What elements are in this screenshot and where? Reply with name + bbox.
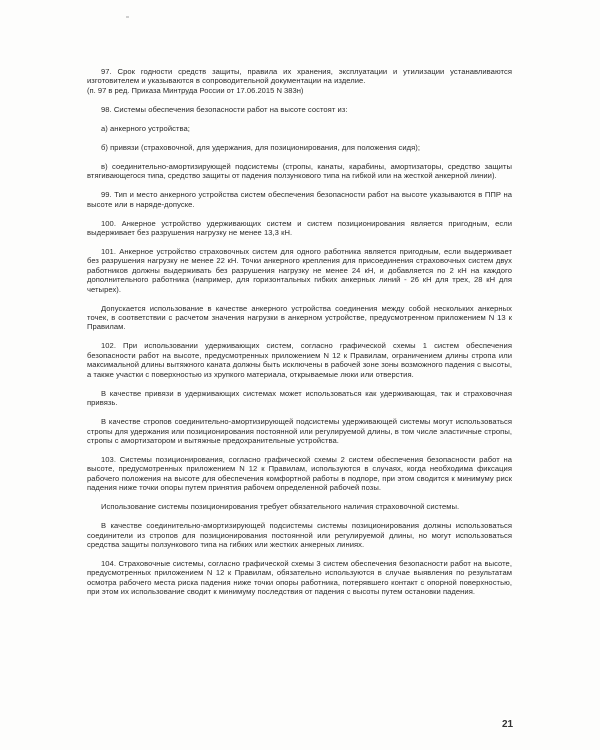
list-item-98a: а) анкерного устройства; bbox=[101, 123, 190, 133]
paragraph-102: 102. При использовании удерживающих систем, согласно графической схемы 1 систем обеспечения безопасности работ на высоте, предусмотренных приложением N 12 к Правилам, ограничением длины стропа или максимальной длины вытяжного каната должны быть исключены в рабочей зоне зоны возможного падения с высоты, а также участки с поверхностью из хрупкого материала, открываемые люки или отверстия. bbox=[87, 341, 512, 379]
paragraph-104: 104. Страховочные системы, согласно графической схемы 3 систем обеспечения безопасности работ на высоте, предусмотренных приложением N 12 к Правилам, обязательно используются в случае выявления по результатам осмотра рабочего места риска падения ниже точки опоры работника, потерявшего контакт с опорной поверхностью, при этом их использование сводит к минимуму последствия от падения с высоты путем остановки падения. bbox=[87, 558, 512, 597]
paragraph-103: 103. Системы позиционирования, согласно графической схемы 2 систем обеспечения безопасности работ на высоте, предусмотренных приложением N 12 к Правилам, используются в случаях, когда необходима фиксация рабочего положения на высоте для обеспечения комфортной работы в подпоре, при этом сводится к минимуму риск падения ниже точки опоры путем принятия рабочем определенной рабочей позы. bbox=[87, 454, 512, 493]
page-number: 21 bbox=[502, 719, 514, 730]
list-item-98b: б) привязи (страховочной, для удержания, для позиционирования, для положения сидя); bbox=[101, 142, 420, 152]
paragraph-102-harness: В качестве привязи в удерживающих системах может использоваться как удерживающая, так и страховочная привязь. bbox=[87, 388, 512, 408]
amendment-note-97: (п. 97 в ред. Приказа Минтруда России от 17.06.2015 N 383н) bbox=[87, 85, 304, 95]
scan-speck bbox=[126, 16, 129, 18]
document-body bbox=[87, 67, 512, 606]
paragraph-100: 100. Анкерное устройство удерживающих систем и систем позиционирования является пригодным, если выдерживает без разрушения нагрузку не менее 13,3 кН. bbox=[87, 218, 512, 238]
paragraph-99: 99. Тип и место анкерного устройства систем обеспечения безопасности работ на высоте указываются в ППР на высоте или в наряде-допуске. bbox=[87, 190, 512, 209]
paragraph-101: 101. Анкерное устройство страховочных систем для одного работника является пригодным, если выдерживает без разрушения нагрузку не менее 22 кН. Точки анкерного крепления для присоединения страховочных систем двух работников должны выдерживать без разрушения нагрузку не менее 24 кН, и добавляется по 2 кН на каждого дополнительного работника (например, для горизонтальных гибких анкерных линий - 26 кН для трех, 28 кН для четырех). bbox=[87, 247, 512, 294]
paragraph-102-lanyards: В качестве стропов соединительно-амортизирующей подсистемы удерживающей системы могут использоваться стропы для удержания или позиционирования постоянной или регулируемой длины, в том числе эластичные стропы, стропы с амортизатором и вытяжные предохранительные устройства. bbox=[87, 417, 512, 445]
paragraph-101-continued: Допускается использование в качестве анкерного устройства соединения между собой нескольких анкерных точек, в соответствии с расчетом значения нагрузки в анкерном устройстве, предусмотренном приложением N 13 к Правилам. bbox=[87, 303, 512, 332]
paragraph-97: 97. Срок годности средств защиты, правила их хранения, эксплуатации и утилизации устанавливаются изготовителем и указываются в сопроводительной документации на изделие. bbox=[87, 67, 512, 86]
list-item-98c: в) соединительно-амортизирующей подсистемы (стропы, канаты, карабины, амортизаторы, средство защиты втягивающегося типа, средство защиты от падения ползункового типа на гибкой или на жесткой анкерной линии). bbox=[87, 161, 512, 181]
paragraph-98: 98. Системы обеспечения безопасности работ на высоте состоят из: bbox=[101, 104, 348, 114]
paragraph-103-requirement: Использование системы позиционирования требует обязательного наличия страховочной системы. bbox=[101, 502, 460, 512]
paragraph-103-connectors: В качестве соединительно-амортизирующей подсистемы системы позиционирования должны использоваться соединители из стропов для позиционирования постоянной или регулируемой длины, но могут использоваться средства защиты ползункового типа на гибких или жестких анкерных линиях. bbox=[87, 521, 512, 549]
